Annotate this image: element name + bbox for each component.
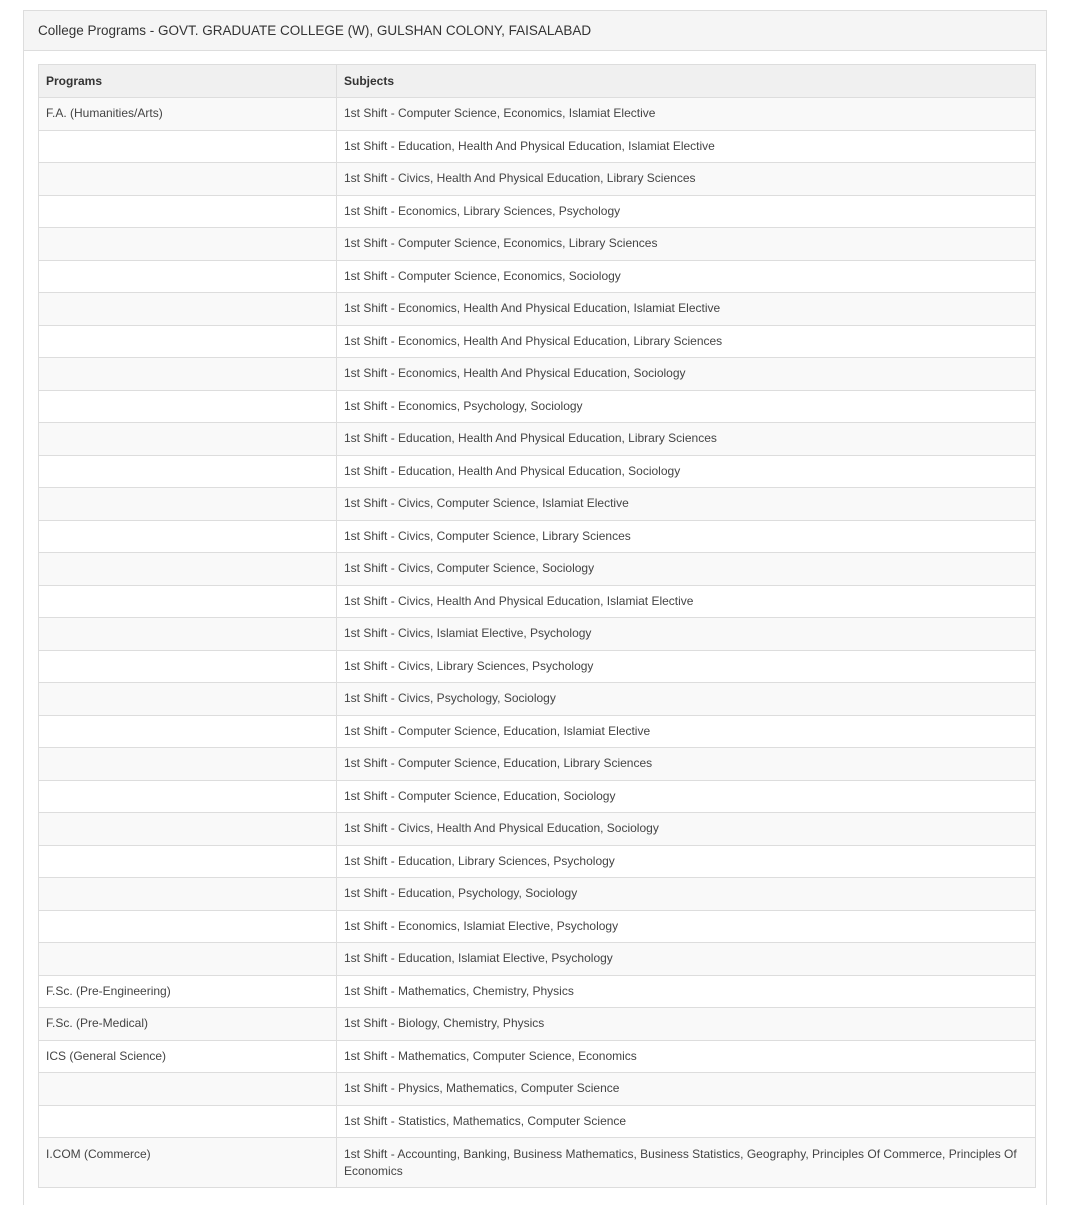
table-row [39,910,1036,943]
subjects-cell: 1st Shift - Education, Library Sciences, Psychology [337,845,1036,878]
subjects-cell: 1st Shift - Biology, Chemistry, Physics [337,1008,1036,1041]
table-row [39,260,1036,293]
subjects-cell: 1st Shift - Physics, Mathematics, Computer Science [337,1073,1036,1106]
table-row [39,845,1036,878]
subjects-cell: 1st Shift - Computer Science, Education, Sociology [337,780,1036,813]
program-cell [39,195,337,228]
table-row [39,748,1036,781]
subjects-cell: 1st Shift - Computer Science, Economics, Islamiat Elective [337,98,1036,131]
program-cell: I.COM (Commerce) [39,1138,337,1188]
program-cell [39,163,337,196]
table-row [39,390,1036,423]
table-row [39,585,1036,618]
column-header-subjects: Subjects [337,65,1036,98]
subjects-cell: 1st Shift - Education, Health And Physical Education, Islamiat Elective [337,130,1036,163]
program-cell [39,488,337,521]
program-cell [39,910,337,943]
subjects-cell: 1st Shift - Civics, Library Sciences, Psychology [337,650,1036,683]
subjects-cell: 1st Shift - Education, Health And Physical Education, Sociology [337,455,1036,488]
subjects-cell: 1st Shift - Civics, Health And Physical Education, Sociology [337,813,1036,846]
table-row [39,423,1036,456]
table-row [39,813,1036,846]
subjects-cell: 1st Shift - Computer Science, Economics, Library Sciences [337,228,1036,261]
program-cell [39,813,337,846]
program-cell [39,455,337,488]
subjects-cell: 1st Shift - Civics, Psychology, Sociology [337,683,1036,716]
table-body [39,98,1036,1188]
table-row [39,325,1036,358]
table-row [39,715,1036,748]
table-row [39,455,1036,488]
table-row [39,98,1036,131]
table-row [39,163,1036,196]
table-row [39,650,1036,683]
college-programs-panel [23,10,1047,1205]
panel-title: College Programs - GOVT. GRADUATE COLLEGE (W), GULSHAN COLONY, FAISALABAD [24,11,1046,51]
subjects-cell: 1st Shift - Economics, Health And Physical Education, Islamiat Elective [337,293,1036,326]
program-cell: F.A. (Humanities/Arts) [39,98,337,131]
program-cell: F.Sc. (Pre-Engineering) [39,975,337,1008]
program-cell [39,260,337,293]
program-cell [39,390,337,423]
program-cell [39,715,337,748]
subjects-cell: 1st Shift - Civics, Computer Science, Library Sciences [337,520,1036,553]
table-row [39,293,1036,326]
table-row [39,358,1036,391]
subjects-cell: 1st Shift - Economics, Islamiat Elective, Psychology [337,910,1036,943]
table-row [39,618,1036,651]
table-row [39,1073,1036,1106]
program-cell [39,780,337,813]
program-cell [39,618,337,651]
column-header-programs: Programs [39,65,337,98]
subjects-cell: 1st Shift - Civics, Computer Science, Sociology [337,553,1036,586]
table-row [39,488,1036,521]
subjects-cell: 1st Shift - Economics, Health And Physical Education, Sociology [337,358,1036,391]
table-row [39,1040,1036,1073]
subjects-cell: 1st Shift - Economics, Library Sciences, Psychology [337,195,1036,228]
program-cell [39,1073,337,1106]
programs-table [38,64,1036,1188]
subjects-cell: 1st Shift - Economics, Health And Physical Education, Library Sciences [337,325,1036,358]
table-row [39,553,1036,586]
program-cell [39,748,337,781]
table-row [39,878,1036,911]
program-cell [39,553,337,586]
table-row [39,195,1036,228]
program-cell [39,943,337,976]
table-row [39,1008,1036,1041]
program-cell [39,423,337,456]
program-cell [39,683,337,716]
table-row [39,975,1036,1008]
program-cell [39,878,337,911]
table-row [39,228,1036,261]
program-cell [39,293,337,326]
program-cell [39,650,337,683]
subjects-cell: 1st Shift - Education, Health And Physical Education, Library Sciences [337,423,1036,456]
program-cell [39,845,337,878]
table-header-row [39,65,1036,98]
subjects-cell: 1st Shift - Mathematics, Chemistry, Physics [337,975,1036,1008]
subjects-cell: 1st Shift - Economics, Psychology, Sociology [337,390,1036,423]
program-cell [39,325,337,358]
subjects-cell: 1st Shift - Civics, Computer Science, Islamiat Elective [337,488,1036,521]
program-cell [39,228,337,261]
subjects-cell: 1st Shift - Computer Science, Education, Islamiat Elective [337,715,1036,748]
table-row [39,520,1036,553]
subjects-cell: 1st Shift - Civics, Islamiat Elective, Psychology [337,618,1036,651]
table-row [39,683,1036,716]
subjects-cell: 1st Shift - Statistics, Mathematics, Computer Science [337,1105,1036,1138]
subjects-cell: 1st Shift - Civics, Health And Physical Education, Islamiat Elective [337,585,1036,618]
panel-body [24,51,1046,1188]
program-cell [39,130,337,163]
subjects-cell: 1st Shift - Mathematics, Computer Science, Economics [337,1040,1036,1073]
subjects-cell: 1st Shift - Computer Science, Education, Library Sciences [337,748,1036,781]
subjects-cell: 1st Shift - Civics, Health And Physical Education, Library Sciences [337,163,1036,196]
program-cell: F.Sc. (Pre-Medical) [39,1008,337,1041]
program-cell: ICS (General Science) [39,1040,337,1073]
subjects-cell: 1st Shift - Accounting, Banking, Business Mathematics, Business Statistics, Geography, Principles Of Commerce, Principles Of Economics [337,1138,1036,1188]
table-row [39,130,1036,163]
table-row [39,780,1036,813]
program-cell [39,358,337,391]
subjects-cell: 1st Shift - Computer Science, Economics, Sociology [337,260,1036,293]
table-row [39,943,1036,976]
subjects-cell: 1st Shift - Education, Islamiat Elective, Psychology [337,943,1036,976]
program-cell [39,585,337,618]
program-cell [39,520,337,553]
program-cell [39,1105,337,1138]
table-row [39,1138,1036,1188]
subjects-cell: 1st Shift - Education, Psychology, Sociology [337,878,1036,911]
table-row [39,1105,1036,1138]
